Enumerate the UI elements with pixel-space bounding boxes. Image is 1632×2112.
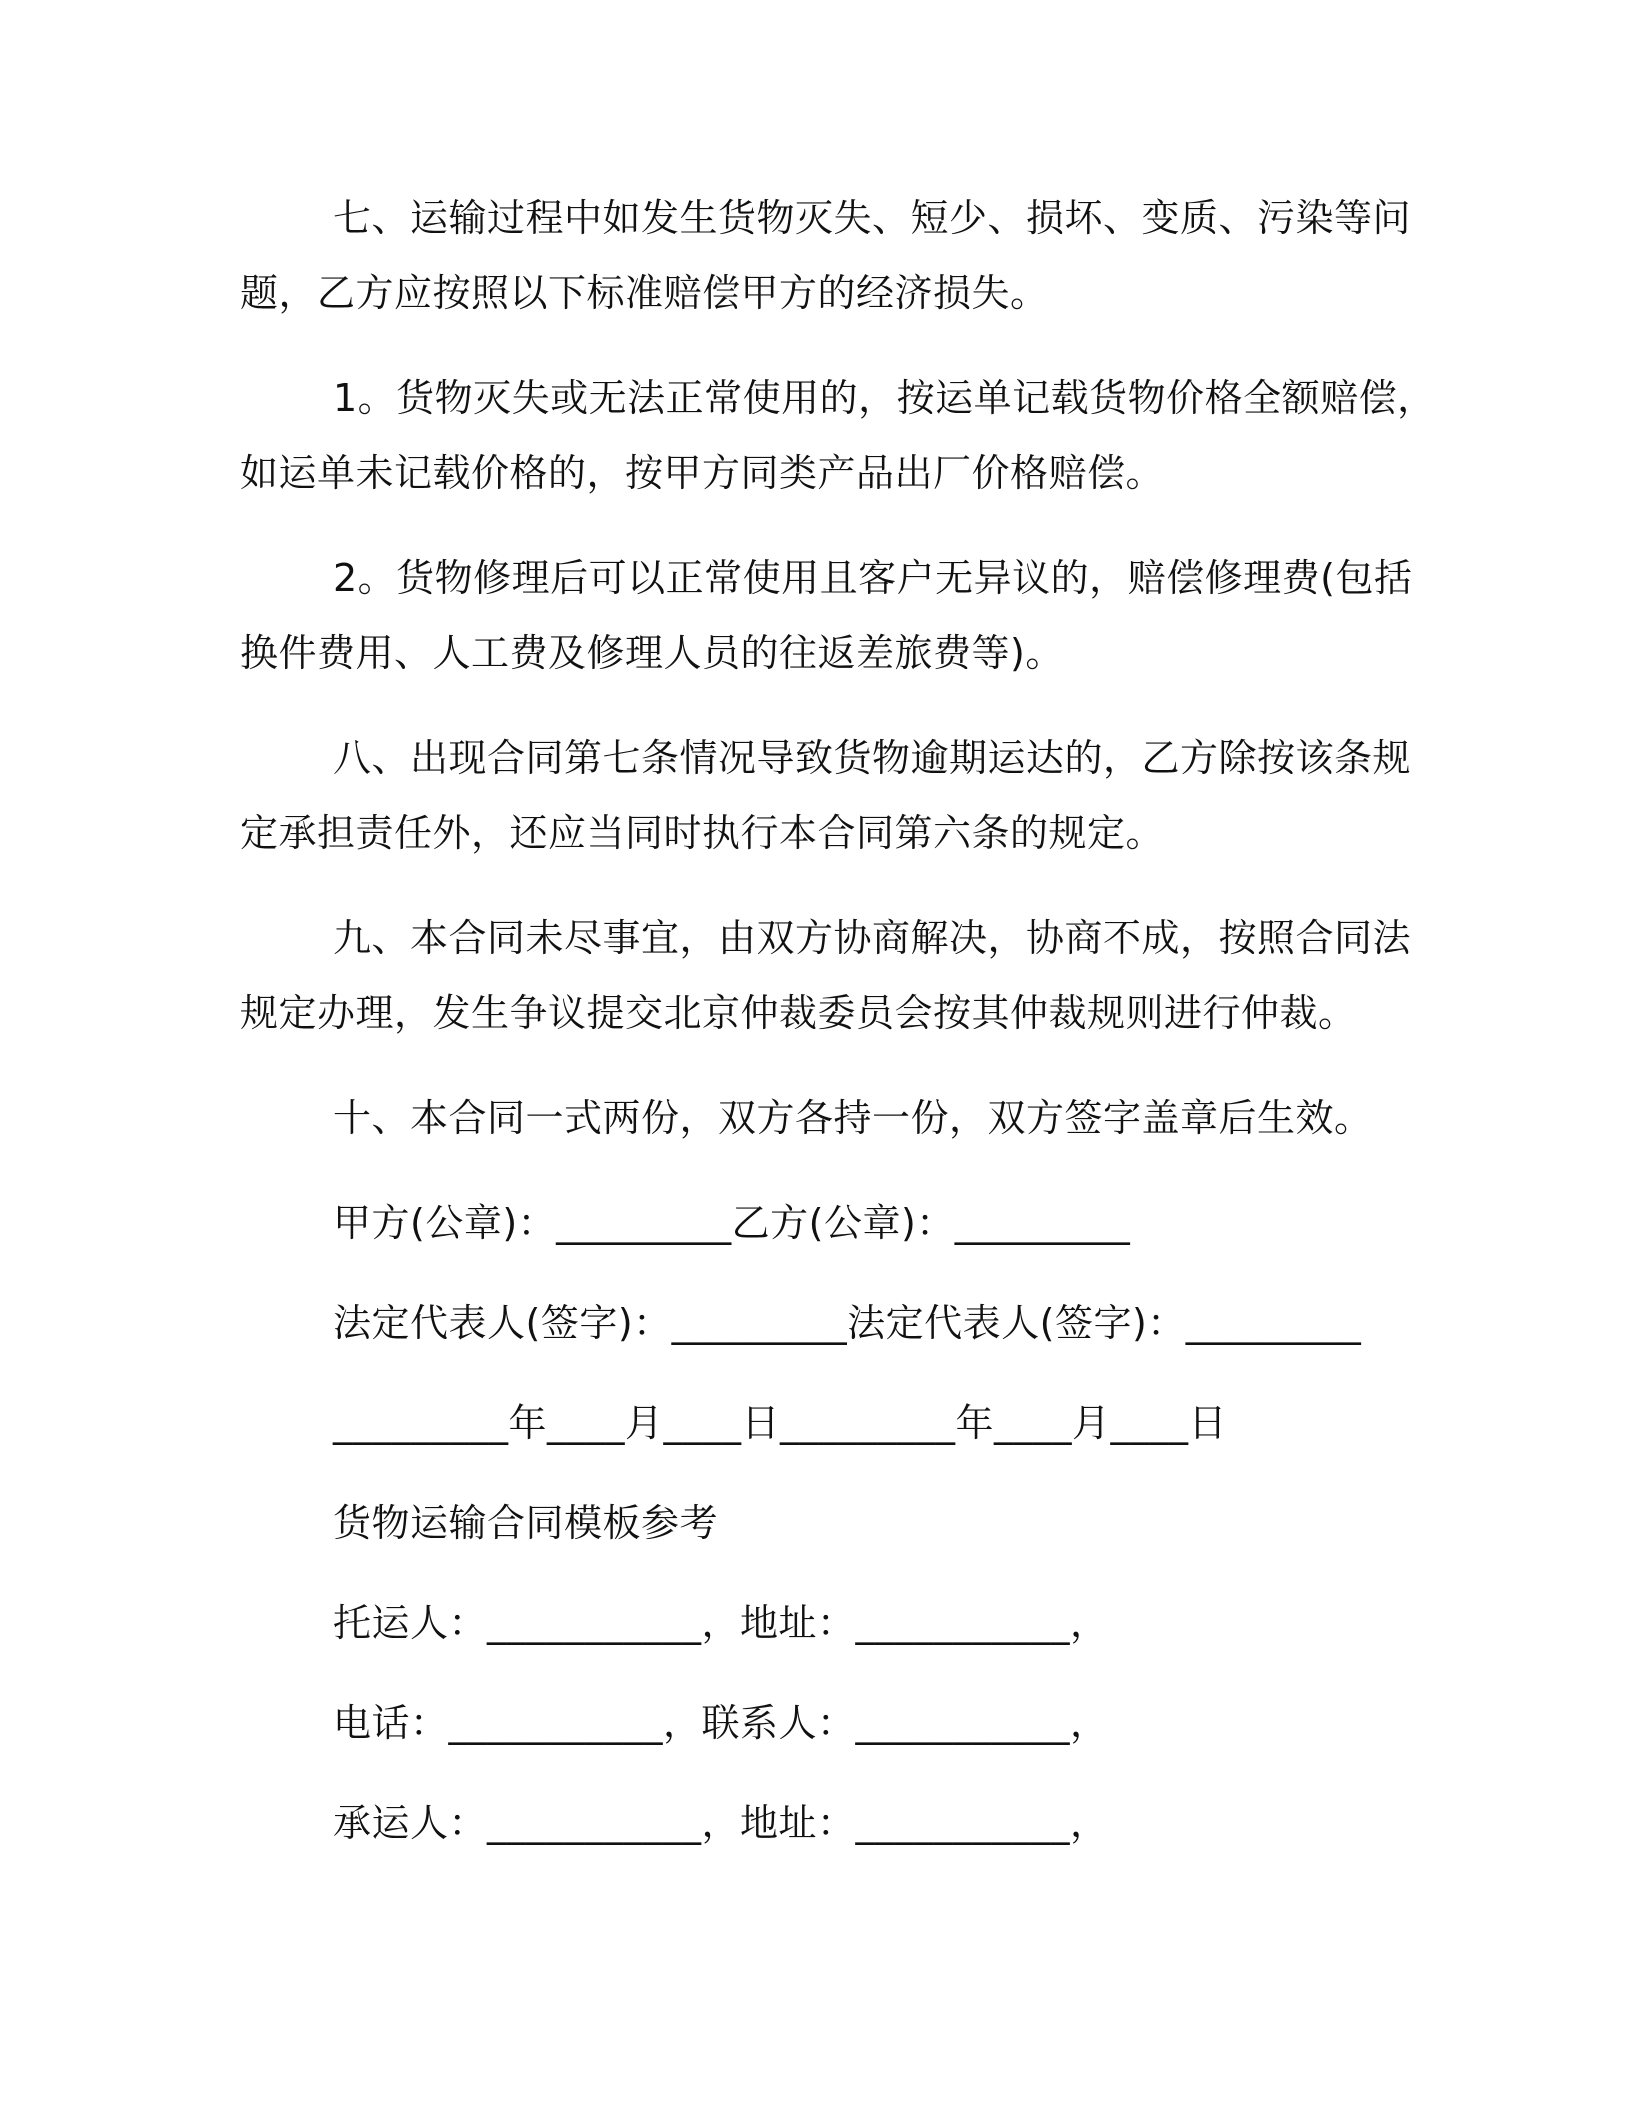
clause-7-item-2-line-1: 2。货物修理后可以正常使用且客户无异议的，赔偿修理费(包括 xyxy=(333,556,1413,600)
clause-8-line-2: 定承担责任外，还应当同时执行本合同第六条的规定。 xyxy=(240,811,1165,855)
clause-10: 十、本合同一式两份，双方各持一份，双方签字盖章后生效。 xyxy=(333,1096,1373,1140)
clause-7-line-2: 题，乙方应按照以下标准赔偿甲方的经济损失。 xyxy=(240,271,1049,315)
clause-7-item-1-line-1: 1。货物灭失或无法正常使用的，按运单记载货物价格全额赔偿， xyxy=(333,376,1436,420)
phone-contact-line: 电话：___________，联系人：___________， xyxy=(333,1701,1109,1745)
clause-7-item-1-line-2: 如运单未记载价格的，按甲方同类产品出厂价格赔偿。 xyxy=(240,451,1165,495)
clause-9-line-1: 九、本合同未尽事宜，由双方协商解决，协商不成，按照合同法 xyxy=(333,916,1412,960)
template-heading: 货物运输合同模板参考 xyxy=(333,1501,719,1545)
clause-7-line-1: 七、运输过程中如发生货物灭失、短少、损坏、变质、污染等问 xyxy=(333,196,1412,240)
clause-9-line-2: 规定办理，发生争议提交北京仲裁委员会按其仲裁规则进行仲裁。 xyxy=(240,991,1357,1035)
seal-line: 甲方(公章)：_________乙方(公章)：_________ xyxy=(333,1201,1131,1245)
carrier-line: 承运人：___________，地址：___________， xyxy=(333,1801,1109,1845)
date-line: _________年____月____日_________年____月____日 xyxy=(333,1401,1228,1445)
shipper-line: 托运人：___________，地址：___________， xyxy=(333,1601,1109,1645)
clause-8-line-1: 八、出现合同第七条情况导致货物逾期运达的，乙方除按该条规 xyxy=(333,736,1412,780)
clause-7-item-2-line-2: 换件费用、人工费及修理人员的往返差旅费等)。 xyxy=(240,631,1064,675)
signature-line: 法定代表人(签字)：_________法定代表人(签字)：_________ xyxy=(333,1301,1362,1345)
